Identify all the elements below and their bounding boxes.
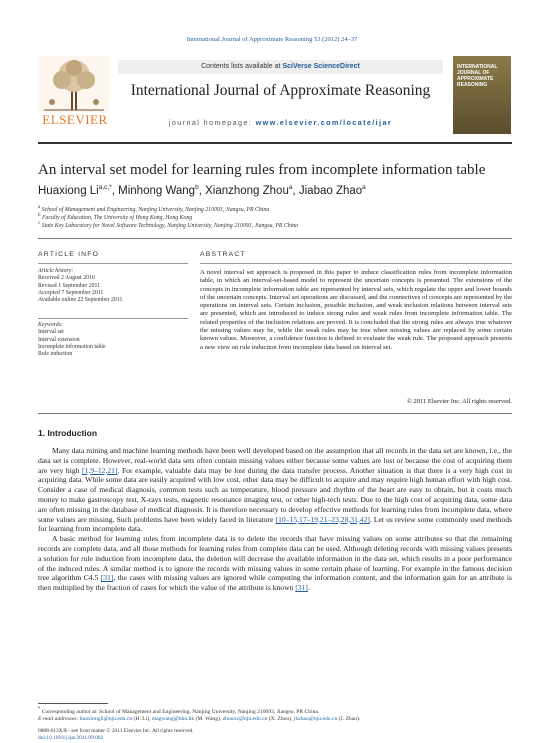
abstract-label: ABSTRACT [200,251,246,258]
keyword: Rule induction [38,351,73,358]
keywords-label: Keywords: [38,322,63,328]
corresponding-author [38,706,512,716]
text-run: A basic method for learning rules from incomplete data is to delete the records that have missing values on some attributes so that the remaining records are complete data, and all those methods for learning rules from complete data can be used. Although deleting records with missing values presents a solution for rule induction from incomplete data, the deletion will decrease the available information in the data set, which results in a poor performance of the induced rules. A similar method is to ignore the records with missing values in some certain phase of learning. For example in the famous decision tree algorithm C4.5 [38,534,512,583]
text-run: Many data mining and machine learning methods have been well developed based on the assumption that all records in the data set are known, i.e., the data set is complete. However, real-world data sets often contain missing values either because some values are lost or because the cost of acquiring them are very high [38,446,512,475]
affiliation [38,213,518,221]
affiliation-text: Faculty of Education, The University of Hong Kong, Hong Kong [41,214,193,221]
history-label: Article history: [38,268,74,274]
affiliation-mark: b [38,213,41,218]
journal-cover-thumbnail [453,56,511,134]
text-run: . Let us review some commonly used methods for learning from incomplete data. [38,514,512,534]
affiliation-text: State Key Laboratory for Novel Software Technology, Nanjing University, Nanjing 210093, Jiangsu, PR China [41,222,299,229]
journal-title: International Journal of Approximate Reasoning [130,82,431,99]
history-item: Revised 1 September 2011 [38,282,101,289]
contents-bar [118,60,443,74]
text-run: . For example, valuable data may be lost during the data transfer process. Another situation is that there is a very high cost in acquiring data. While some data are easily acquired with low cost, other data may be difficult to acquire and may require high human effort with high cost. Consider a case of medical diagnosis, common tests such as temperature, blood pressure and rhythm of the heart are easy to obtain, but it costs much money to make gastroscopy test, X-rays tests, magnetic resonance imaging test, or other high-tech tests. Due to the high cost of acquiring data, some data are often missing in the database of medical diagnosis. It is therefore necessary to develop effective methods for learning rules from incomplete data, where some values are missing. Such problems have been widely faced in literature [38,465,512,524]
author-marks[interactable]: a,c,* [98,184,112,191]
author-list: Huaxiong $Li^{a,c,*}$, Minhong Wang$^b$, Xianzhong Zhou$^a$, Jiabao Zhao$^a$ [38,184,366,197]
email-owner: (M. Wang), [195,715,222,722]
abstract-bottom-rule [38,413,512,414]
email-owner: (H. Li), [133,715,151,722]
email-link[interactable]: jbzhao@nju.edu.cn [293,715,338,722]
author-name: Minhong Wang [118,184,196,197]
publisher-name: ELSEVIER [42,112,108,127]
footnote-rule [38,703,108,704]
citation-link[interactable]: [31] [295,583,308,593]
affiliation-mark: c [38,221,41,226]
author-marks[interactable]: b [195,184,199,191]
journal-homepage [118,118,443,127]
running-head[interactable]: International Journal of Approximate Reasoning 53 (2012) 24–37 [186,36,358,43]
keyword: Incomplete information table [38,343,106,350]
cover-title: INTERNATIONAL JOURNAL OF APPROXIMATE REASONING [457,64,498,88]
affiliation [38,205,518,213]
keywords-rule [38,318,188,319]
citation-link[interactable]: [31] [100,573,114,583]
keyword: Interval extension [38,336,80,343]
paragraph [38,446,512,534]
issn-line: 0888-613X/$ - see front matter © 2011 Elsevier Inc. All rights reserved. [38,728,194,734]
article-info-label: ARTICLE INFO [38,251,100,258]
email-label: E-mail addresses: [38,715,79,722]
affiliation [38,221,518,229]
email-line [38,716,512,723]
article-title: An interval set model for learning rules from incomplete information table [38,162,486,178]
email-owner: (J. Zhao). [338,715,361,722]
doi-link[interactable]: doi:10.1016/j.ijar.2011.09.002 [38,735,104,741]
publication-meta [38,728,338,742]
affiliation-rule [38,238,512,239]
author-marks[interactable]: a [288,184,293,191]
author-name: Jiabao Zhao [298,184,363,197]
introduction-body [38,446,512,593]
contents-prefix: Contents lists available at [201,63,283,70]
history-item: Accepted 7 September 2011 [38,289,104,296]
author-marks[interactable]: a [362,184,366,191]
article-info-rule [38,263,188,264]
citation-link[interactable]: [1,9–12,21] [82,465,118,475]
affiliation-text: School of Management and Engineering, Nanjing University, Nanjing 210093, Jiangsu, PR China [41,206,270,213]
text-run: , the cases with missing values are ignored while computing the information content, and the information gain for an attribute is then multiplied by the fraction of cases for which the value of the attribute is known [38,573,512,593]
copyright: © 2011 Elsevier Inc. All rights reserved. [406,398,512,405]
history-item: Received 2 August 2010 [38,275,95,282]
paragraph [38,534,512,593]
author-name: Xianzhong Zhou [205,184,289,197]
email-link[interactable]: huaxiongli@nju.edu.cn [79,715,133,722]
sciencedirect-link[interactable]: SciVerse ScienceDirect [282,63,360,70]
text-run: . [307,583,310,593]
header-rule [38,142,512,144]
citation-link[interactable]: [10–15,17–19,21–23,28,31,42] [275,514,370,524]
footnote-text: Corresponding author at: School of Management and Engineering, Nanjing University, Nanjing 210093, Jiangsu, PR China. [41,708,320,715]
history-item: Available online 22 September 2011 [38,297,123,304]
author-name: Huaxiong Li [38,184,99,197]
footnote [38,706,512,723]
abstract-rule [200,263,512,264]
keywords [38,322,188,358]
section-heading: 1. Introduction [38,428,98,438]
footnote-mark: * [38,707,41,712]
email-link[interactable]: zhouxz@nju.edu.cn [222,715,268,722]
email-owner: (X. Zhou), [268,715,293,722]
email-link[interactable]: magwang@hku.hk [151,715,195,722]
abstract-text: A novel interval set approach is proposed in this paper to induce classification rules from incomplete information table, in which an interval-set-based model to represent the uncertain concepts is presented. The extensions of the concepts in incomplete information table are represented by interval sets, which regulate the upper and lower bounds of the uncertain concepts. Interval set operations are discussed, and the connectives of concepts are represented by the operations on interval sets. Certain inclusion, possible inclusion, and weak inclusion relations between interval sets are presented, which are introduced to induce strong rules and weak rules from incomplete information table. The related properties of the inclusion relations are proved. It is concluded that the strong rules are always true whatever the missing values may be, while the weak rules may be true when missing values are replaced by some certain known values. Moreover, a confidence function is defined to evaluate the weak rule. The proposed approach presents a new view on rule induction from incomplete data based on interval set. [200,269,512,351]
journal-header [38,56,512,140]
article-history [38,268,188,304]
homepage-link[interactable]: www.elsevier.com/locate/ijar [255,118,393,127]
homepage-prefix: journal homepage: [168,118,256,127]
affiliation-mark: a [38,205,41,210]
keyword: Interval set [38,329,64,336]
